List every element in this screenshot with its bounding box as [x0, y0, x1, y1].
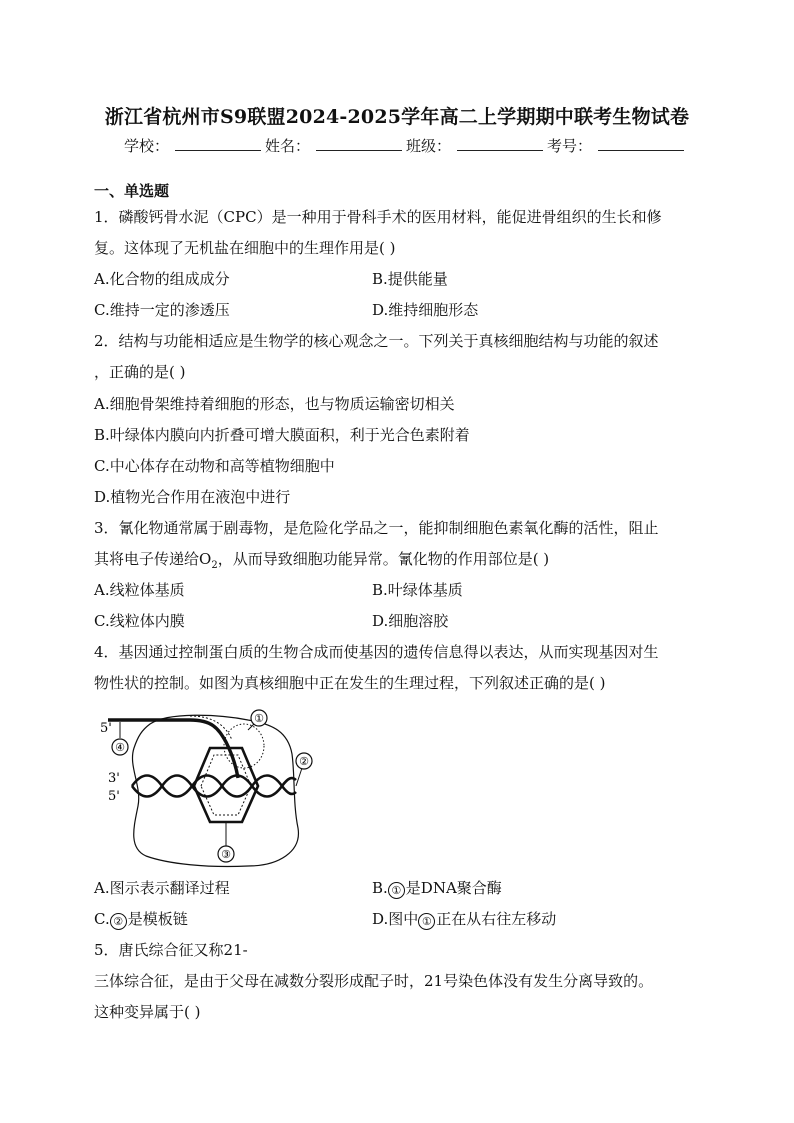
q3-line2-text-b: ，从而导致细胞功能异常。氰化物的作用部位是( ): [217, 550, 550, 568]
q3-stem-line2: [94, 548, 549, 571]
q1-option-b: B.提供能量: [372, 270, 448, 288]
q5-stem-line2: 三体综合征，是由于父母在减数分裂形成配子时，21号染色体没有发生分离导致的。: [94, 972, 654, 990]
exam-number-label: 考号：: [547, 137, 593, 155]
q2-option-b: B.叶绿体内膜向内折叠可增大膜面积，利于光合色素附着: [94, 426, 470, 444]
q3-line2-text-a: 其将电子传递给O: [94, 550, 212, 568]
label-3: ③: [221, 848, 231, 861]
name-label: 姓名：: [265, 137, 311, 155]
q4-option-b: [372, 877, 502, 899]
q4-stem-line1: 4．基因通过控制蛋白质的生物合成而使基因的遗传信息得以表达，从而实现基因对生: [94, 643, 659, 661]
class-blank: [457, 136, 543, 151]
transcription-bubble-outer: [194, 748, 258, 822]
q2-option-c: C.中心体存在动物和高等植物细胞中: [94, 457, 335, 475]
q4-option-a: A.图示表示翻译过程: [94, 879, 230, 897]
exam-number-blank: [598, 136, 684, 151]
q4-b-prefix: B.: [372, 879, 388, 897]
rna-polymerase-shape: [224, 724, 264, 768]
student-info-line: [124, 135, 688, 156]
q3-option-c: C.线粒体内膜: [94, 612, 185, 630]
q4-stem-line2: 物性状的控制。如图为真核细胞中正在发生的生理过程，下列叙述正确的是( ): [94, 674, 606, 692]
q1-option-c: C.维持一定的渗透压: [94, 301, 230, 319]
label-1: ①: [254, 712, 264, 725]
transcription-diagram: [98, 706, 328, 868]
section-heading: 一、单选题: [94, 182, 170, 200]
q3-option-a: A.线粒体基质: [94, 581, 185, 599]
q4-c-circled-number: ②: [110, 913, 127, 930]
label-4: ④: [115, 741, 125, 754]
q2-stem-line1: 2．结构与功能相适应是生物学的核心观念之一。下列关于真核细胞结构与功能的叙述: [94, 332, 659, 350]
q4-c-prefix: C.: [94, 910, 110, 928]
page-title: 浙江省杭州市S9联盟2024-2025学年高二上学期期中联考生物试卷: [104, 106, 690, 128]
q1-stem-line1: 1．磷酸钙骨水泥（CPC）是一种用于骨科手术的医用材料，能促进骨组织的生长和修: [94, 208, 662, 226]
q5-stem-line3: 这种变异属于( ): [94, 1003, 201, 1021]
q3-option-b: B.叶绿体基质: [372, 581, 463, 599]
q4-option-d: [372, 908, 556, 930]
q3-line2-subscript: 2: [211, 560, 218, 571]
q1-option-a: A.化合物的组成成分: [94, 270, 230, 288]
q2-option-a: A.细胞骨架维持着细胞的形态，也与物质运输密切相关: [94, 395, 455, 413]
q4-option-c: [94, 908, 188, 930]
q5-stem-line1: 5．唐氏综合征又称21-: [94, 941, 248, 959]
name-blank: [316, 136, 402, 151]
transcription-bubble-inner: [201, 755, 251, 815]
school-blank: [175, 136, 261, 151]
q3-option-d: D.细胞溶胶: [372, 612, 449, 630]
q2-stem-line2: ，正确的是( ): [94, 363, 186, 381]
q4-d-text: 正在从右往左移动: [436, 910, 557, 928]
q4-d-prefix: D.图中: [372, 910, 419, 928]
q4-d-circled-number: ①: [418, 913, 435, 930]
class-label: 班级：: [406, 137, 452, 155]
label-5prime-top: 5': [100, 721, 112, 736]
q1-stem-line2: 复。这体现了无机盐在细胞中的生理作用是( ): [94, 239, 396, 257]
label-5prime-mid: 5': [108, 789, 120, 804]
leader-line-2: [296, 768, 302, 786]
q4-b-circled-number: ①: [388, 882, 405, 899]
q3-stem-line1: 3．氰化物通常属于剧毒物，是危险化学品之一，能抑制细胞色素氧化酶的活性，阻止: [94, 519, 659, 537]
q1-option-d: D.维持细胞形态: [372, 301, 479, 319]
q4-c-text: 是模板链: [127, 910, 188, 928]
label-3prime-mid: 3': [108, 771, 120, 786]
q2-option-d: D.植物光合作用在液泡中进行: [94, 488, 291, 506]
label-2: ②: [299, 755, 309, 768]
q4-b-text: 是DNA聚合酶: [405, 879, 502, 897]
school-label: 学校：: [124, 137, 170, 155]
